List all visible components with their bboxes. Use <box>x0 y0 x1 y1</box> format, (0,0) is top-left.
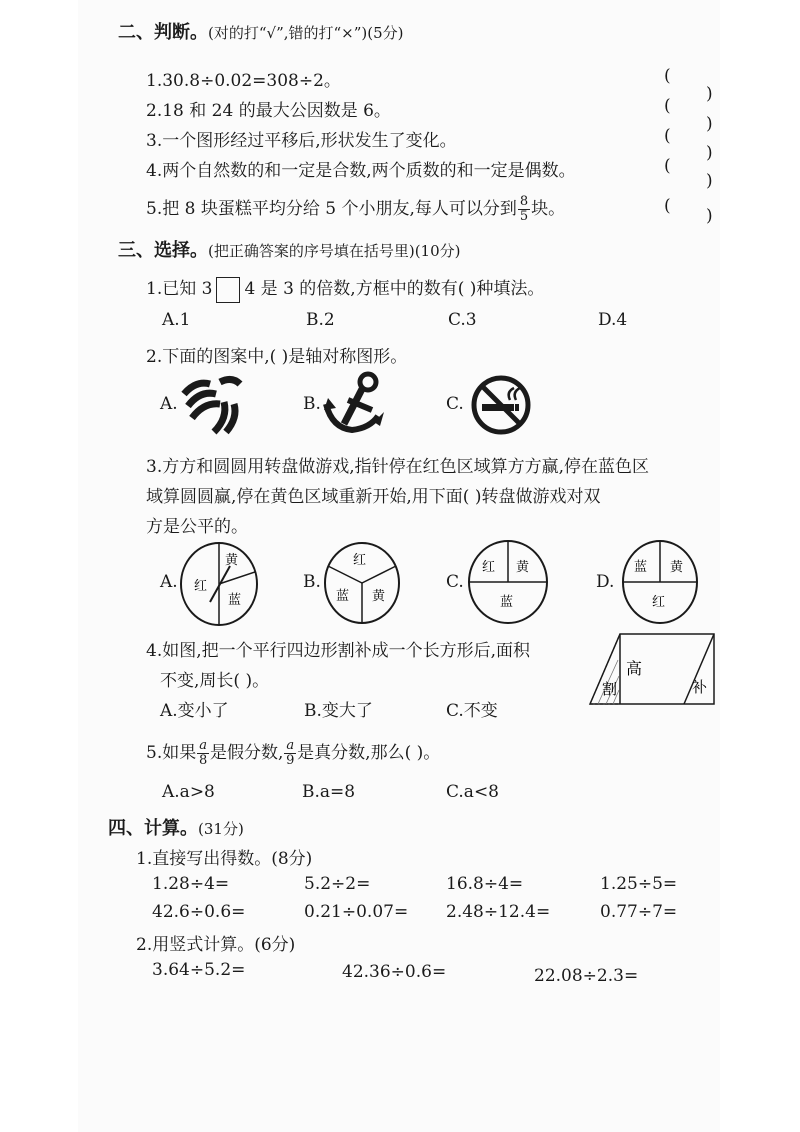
q5-option-a[interactable]: A.a>8 <box>162 782 215 802</box>
figure-label-height: 高 <box>626 659 643 678</box>
no-smoking-icon <box>470 374 532 436</box>
judge-item-5-suffix: 块。 <box>531 199 566 219</box>
calc-3-2: 42.36÷0.6= <box>342 962 447 982</box>
spinner-b <box>322 540 402 626</box>
calc-3-1: 3.64÷5.2= <box>152 960 246 980</box>
spinner-c-blue: 蓝 <box>500 595 514 610</box>
calc-2-3: 2.48÷12.4= <box>446 902 551 922</box>
spinner-d-blue: 蓝 <box>634 560 648 575</box>
pattern-a-icon <box>180 372 244 436</box>
judge-item-4: 4.两个自然数的和一定是合数,两个质数的和一定是偶数。 <box>146 161 576 181</box>
q4-option-b[interactable]: B.变大了 <box>304 701 373 721</box>
q1-option-b[interactable]: B.2 <box>306 310 335 330</box>
choice-q2: 2.下面的图案中,( )是轴对称图形。 <box>146 347 408 367</box>
q5-option-b[interactable]: B.a=8 <box>302 782 356 802</box>
spinner-b-blue: 蓝 <box>336 589 350 604</box>
q1-option-a[interactable]: A.1 <box>162 310 191 330</box>
q3-option-b[interactable]: B. <box>303 572 321 592</box>
section4-heading <box>108 814 244 840</box>
calc-1-3: 16.8÷4= <box>446 874 524 894</box>
spinner-d-red: 红 <box>652 595 666 610</box>
section4-title: 四、计算。 <box>108 818 198 839</box>
anchor-icon <box>322 370 386 436</box>
judge-item-5-text: 5.把 8 块蛋糕平均分给 5 个小朋友,每人可以分到 <box>146 199 517 219</box>
parallelogram-figure <box>588 630 718 708</box>
answer-paren-close-2: ) <box>706 114 713 134</box>
calc-1-2: 5.2÷2= <box>304 874 371 894</box>
answer-paren-open-5[interactable]: ( <box>664 196 671 216</box>
spinner-a-blue: 蓝 <box>228 593 242 608</box>
q4-option-c[interactable]: C.不变 <box>446 701 498 721</box>
section4-note: (31分) <box>198 820 244 838</box>
figure-label-fill: 补 <box>692 678 708 696</box>
section2-heading <box>118 18 404 44</box>
calc-1-1: 1.28÷4= <box>152 874 230 894</box>
judge-item-2: 2.18 和 24 的最大公因数是 6。 <box>146 101 391 121</box>
section2-note: (对的打“√”,错的打“×”)(5分) <box>208 24 404 42</box>
digit-box[interactable] <box>216 277 240 303</box>
fraction-a-9: $\frac{a}{9}$ <box>286 738 295 768</box>
judge-item-1: 1.30.8÷0.02=308÷2。 <box>146 71 341 91</box>
spinner-a-yellow: 黄 <box>225 553 239 568</box>
choice-q1: 1.已知 3 4 是 3 的倍数,方框中的数有( )种填法。 <box>146 274 544 303</box>
fraction-a-8: $\frac{a}{8}$ <box>198 738 208 768</box>
fraction-8-5: $\frac{8}{5}$ <box>519 194 529 224</box>
answer-paren-open-2[interactable]: ( <box>664 96 671 116</box>
choice-q5: 5.如果 $\frac{a}{8}$ 是假分数, $\frac{a}{9}$ 是真分数,那么( )。 <box>146 738 441 768</box>
answer-paren-close-4: ) <box>706 171 713 191</box>
figure-label-cut: 割 <box>602 680 618 698</box>
section3-heading <box>118 236 461 262</box>
calc-2-2: 0.21÷0.07= <box>304 902 409 922</box>
spinner-c-red: 红 <box>482 560 496 575</box>
choice-q3-line1: 3.方方和圆圆用转盘做游戏,指针停在红色区域算方方赢,停在蓝色区 <box>146 457 650 477</box>
q5-option-c[interactable]: C.a<8 <box>446 782 500 802</box>
spinner-b-red: 红 <box>353 553 367 568</box>
q3-option-d[interactable]: D. <box>596 572 615 592</box>
judge-item-3: 3.一个图形经过平移后,形状发生了变化。 <box>146 131 457 151</box>
spinner-d <box>620 538 700 626</box>
spinner-d-yellow: 黄 <box>670 560 684 575</box>
spinner-a-red: 红 <box>194 579 208 594</box>
answer-paren-open-4[interactable]: ( <box>664 156 671 176</box>
spinner-c-yellow: 黄 <box>516 560 530 575</box>
q4-option-a[interactable]: A.变小了 <box>160 701 229 721</box>
q3-option-a[interactable]: A. <box>160 572 178 592</box>
spinner-a <box>178 540 260 628</box>
q2-option-b[interactable]: B. <box>303 394 321 414</box>
q2-option-c[interactable]: C. <box>446 394 464 414</box>
calc-2-4: 0.77÷7= <box>600 902 678 922</box>
choice-q4-line1: 4.如图,把一个平行四边形割补成一个长方形后,面积 <box>146 641 531 661</box>
section3-note: (把正确答案的序号填在括号里)(10分) <box>208 242 461 260</box>
choice-q3-line3: 方是公平的。 <box>146 517 248 537</box>
answer-paren-close-5: ) <box>706 206 713 226</box>
q3-option-c[interactable]: C. <box>446 572 464 592</box>
calc-3-3: 22.08÷2.3= <box>534 966 639 986</box>
spinner-c <box>466 538 550 626</box>
answer-paren-close-1: ) <box>706 84 713 104</box>
answer-paren-close-3: ) <box>706 143 713 163</box>
judge-item-5 <box>146 194 565 224</box>
choice-q4-line2: 不变,周长( )。 <box>160 671 270 691</box>
section2-title: 二、判断。 <box>118 22 208 43</box>
q1-option-d[interactable]: D.4 <box>598 310 628 330</box>
spinner-b-yellow: 黄 <box>372 589 386 604</box>
calc-1-4: 1.25÷5= <box>600 874 678 894</box>
answer-paren-open-3[interactable]: ( <box>664 126 671 146</box>
calc-sub2-title: 2.用竖式计算。(6分) <box>136 935 296 955</box>
q1-option-c[interactable]: C.3 <box>448 310 477 330</box>
q2-option-a[interactable]: A. <box>160 394 178 414</box>
answer-paren-open-1[interactable]: ( <box>664 66 671 86</box>
calc-2-1: 42.6÷0.6= <box>152 902 246 922</box>
calc-sub1-title: 1.直接写出得数。(8分) <box>136 849 313 869</box>
section3-title: 三、选择。 <box>118 240 208 261</box>
choice-q3-line2: 域算圆圆赢,停在黄色区域重新开始,用下面( )转盘做游戏对双 <box>146 487 601 507</box>
